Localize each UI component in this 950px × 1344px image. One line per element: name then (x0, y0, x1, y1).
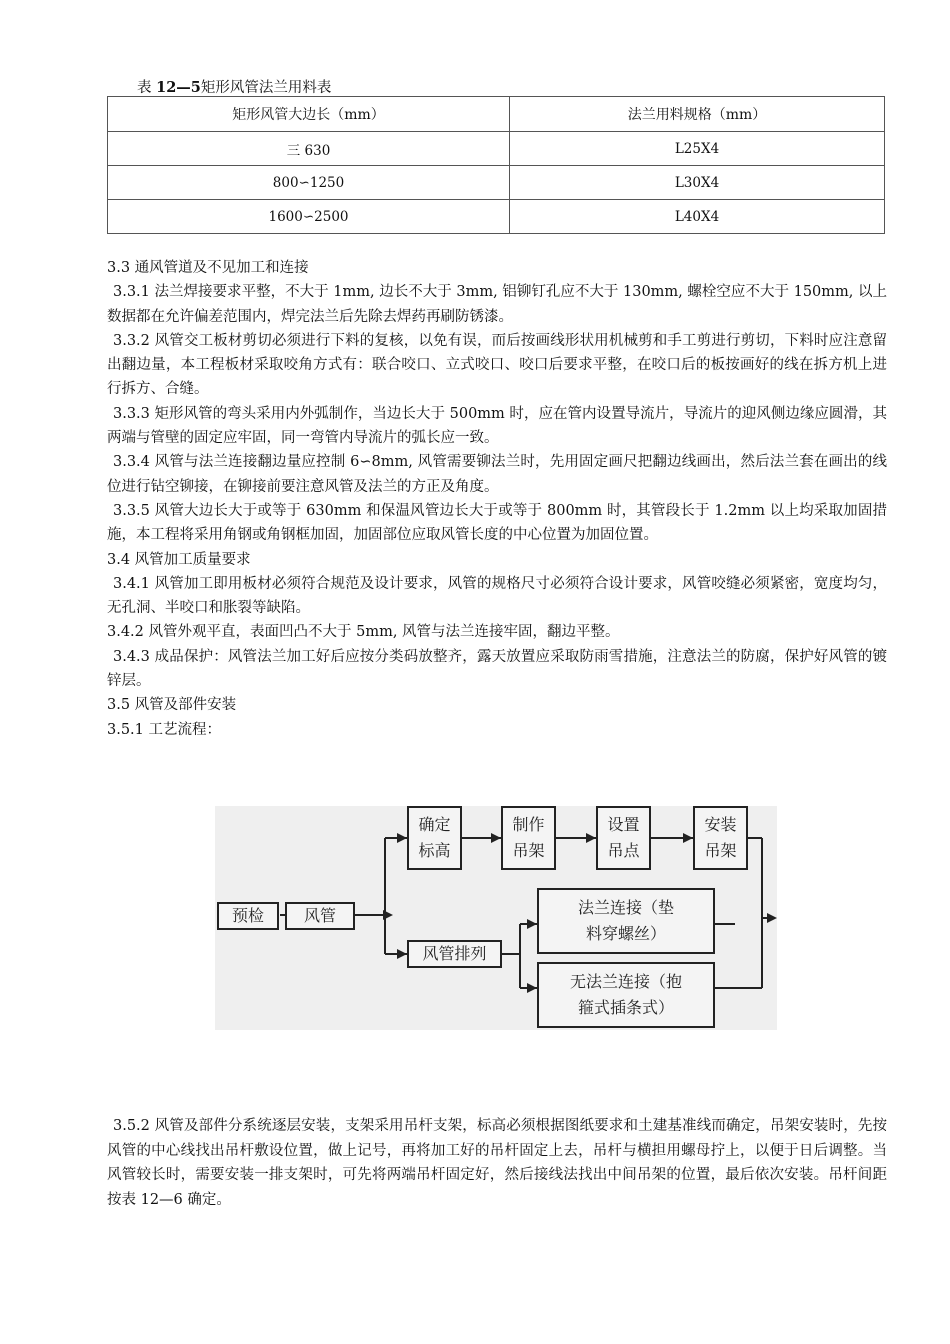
cell-long-side: 三 630 (108, 132, 510, 166)
cell-long-side: 800∽1250 (108, 166, 510, 200)
flow-step-make-hanger: 制作 吊架 (501, 806, 556, 870)
flow-step-precheck: 预检 (217, 902, 279, 930)
flow-step-flangeless-connection: 无法兰连接（抱 箍式插条式） (537, 962, 715, 1028)
paragraph: 3.3.2 风管交工板材剪切必须进行下料的复核，以免有误，而后按画线形状用机械剪和手工剪进行剪切，下料时应注意留出翻边量，本工程板材采取咬角方式有：联合咬口、立式咬口、咬口后要求平整，在咬口后的板按画好的线在拆方机上进行拆方、合缝。 (107, 332, 887, 398)
table-row (108, 200, 885, 234)
table-caption (137, 76, 331, 97)
flow-step-duct: 风管 (285, 902, 355, 930)
flow-step-duct-arrangement: 风管排列 (407, 940, 502, 968)
caption-number: 12—5 (156, 79, 201, 96)
table-header-row (108, 97, 885, 132)
flow-step-set-hang-point: 设置 吊点 (596, 806, 651, 870)
cell-flange-spec: L40X4 (510, 200, 885, 234)
flow-step-install-hanger: 安装 吊架 (693, 806, 748, 870)
process-flowchart (215, 806, 777, 1030)
flange-material-table (107, 96, 885, 234)
paragraph: 3.3.4 风管与法兰连接翻边量应控制 6∽8mm, 风管需要铆法兰时，先用固定画尺把翻边线画出，然后法兰套在画出的线位进行钻空铆接，在铆接前要注意风管及法兰的方正及角度。 (107, 454, 887, 495)
section-heading: 3.3 通风管道及不见加工和连接 (107, 260, 309, 276)
paragraph: 3.3.1 法兰焊接要求平整，不大于 1mm, 边长不大于 3mm, 铝铆钉孔应不大于 130mm, 螺栓空应不大于 150mm, 以上数据都在允许偏差范围内，焊完法兰后先除去焊药再刷防锈漆。 (107, 284, 887, 325)
cell-long-side: 1600∽2500 (108, 200, 510, 234)
closing-text (107, 1114, 887, 1212)
paragraph: 3.3.5 风管大边长大于或等于 630mm 和保温风管边长大于或等于 800mm 时，其管段长于 1.2mm 以上均采取加固措施，本工程将采用角钢或角钢框加固，加固部位应取风管长度的中心位置为加固位置。 (107, 502, 887, 544)
paragraph: 3.3.3 矩形风管的弯头采用内外弧制作，当边长大于 500mm 时，应在管内设置导流片，导流片的迎风侧边缘应圆滑，其两端与管壁的固定应牢固，同一弯管内导流片的弧长应一致。 (107, 405, 887, 447)
caption-title: 矩形风管法兰用料表 (200, 80, 332, 96)
paragraph: 3.4.1 风管加工即用板材必须符合规范及设计要求，风管的规格尺寸必须符合设计要求，风管咬缝必须紧密，宽度均匀，无孔洞、半咬口和胀裂等缺陷。 (107, 575, 887, 617)
section-heading: 3.5 风管及部件安装 (107, 697, 237, 714)
section-heading: 3.4 风管加工质量要求 (107, 551, 251, 568)
flow-step-confirm-elevation: 确定 标高 (407, 806, 462, 870)
paragraph: 3.5.1 工艺流程： (107, 721, 222, 738)
body-text (107, 256, 887, 742)
cell-flange-spec: L25X4 (510, 132, 885, 166)
header-flange-spec: 法兰用料规格（mm） (510, 97, 885, 132)
paragraph: 3.4.3 成品保护：风管法兰加工好后应按分类码放整齐，露天放置应采取防雨雪措施，注意法兰的防腐，保护好风管的镀锌层。 (107, 648, 887, 690)
paragraph: 3.4.2 风管外观平直，表面凹凸不大于 5mm, 风管与法兰连接牢固，翻边平整。 (107, 624, 620, 641)
table-row (108, 166, 885, 200)
flow-step-flange-connection: 法兰连接（垫 料穿螺丝） (537, 888, 715, 954)
caption-prefix: 表 (137, 80, 152, 96)
paragraph: 3.5.2 风管及部件分系统逐层安装，支架采用吊杆支架，标高必须根据图纸要求和土建基准线而确定，吊架安装时，先按风管的中心线找出吊杆敷设位置，做上记号，再将加工好的吊杆固定上去，吊杆与横担用螺母拧上，以便于日后调整。当风管较长时，需要安装一排支架时，可先将两端吊杆固定好，然后接线法找出中间吊架的位置，最后依次安装。吊杆间距按表 12—6 确定。 (107, 1118, 887, 1208)
cell-flange-spec: L30X4 (510, 166, 885, 200)
header-duct-long-side: 矩形风管大边长（mm） (108, 97, 510, 132)
table-row (108, 132, 885, 166)
